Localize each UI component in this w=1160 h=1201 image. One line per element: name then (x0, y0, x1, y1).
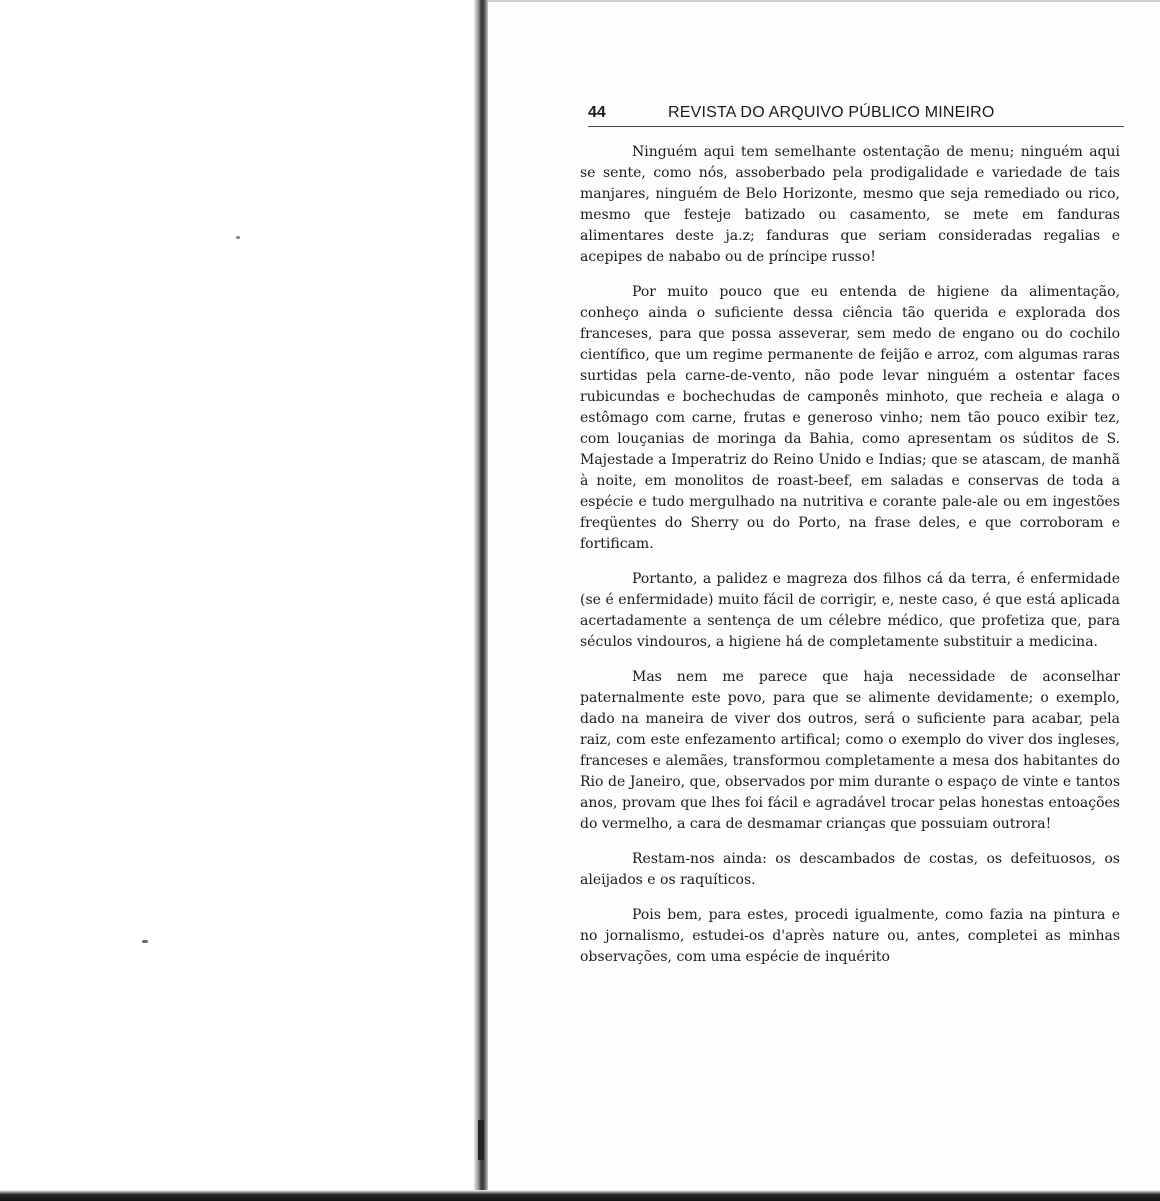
spine-shadow (478, 1120, 484, 1160)
page-top-edge (488, 0, 1160, 2)
page-number: 44 (588, 104, 606, 121)
left-page (0, 0, 474, 1201)
paragraph: Pois bem, para estes, procedi igualmente, como fazia na pintura e no jornalismo, estudei-os d'après nature ou, antes, completei as minhas observações, com uma espécie de inquérito (580, 907, 1120, 965)
running-title: REVISTA DO ARQUIVO PÚBLICO MINEIRO (668, 104, 995, 121)
scan-bottom-edge (0, 1190, 1160, 1201)
paragraph: Restam-nos ainda: os descambados de costas, os defeituosos, os aleijados e os raquíticos. (580, 851, 1120, 888)
scan-speck (142, 940, 148, 943)
body-text (580, 142, 1120, 968)
paragraph: Portanto, a palidez e magreza dos filhos cá da terra, é enfermidade (se é enfermidade) muito fácil de corrigir, e, neste caso, é que está aplicada acertadamente a sentença de um célebre médico, que profetiza que, para séculos vindouros, a higiene há de completamente substituir a medicina. (580, 571, 1120, 650)
paragraph: Por muito pouco que eu entenda de higiene da alimentação, conheço ainda o suficiente dessa ciência tão querida e explorada dos franceses, para que possa asseverar, sem medo de engano ou do cochilo científico, que um regime permanente de feijão e arroz, com algumas raras surtidas pela carne-de-vento, não pode levar ninguém a ostentar faces rubicundas e bochechudas de camponês minhoto, que recheia e alaga o estômago com carne, frutas e generoso vinho; nem tão pouco exibir tez, com louçanias de moringa da Bahia, como apresentam os súditos de S. Majestade a Imperatriz do Reino Unido e Indias; que se atascam, de manhã à noite, em monolitos de roast-beef, em saladas e conservas de toda a espécie e tudo mergulhado na nutritiva e corante pale-ale ou em ingestões freqüentes do Sherry ou do Porto, na frase deles, e que corroboram e fortificam. (580, 284, 1120, 552)
running-header (588, 100, 1124, 127)
paragraph: Mas nem me parece que haja necessidade de aconselhar paternalmente este povo, para que se alimente devidamente; o exemplo, dado na maneira de viver dos outros, será o suficiente para acabar, pela raiz, com este enfezamento artifical; como o exemplo do viver dos ingleses, franceses e alemães, transformou completamente a mesa dos habitantes do Rio de Janeiro, que, observados por mim durante o espaço de vinte e tantos anos, provam que lhes foi fácil e agradável trocar pelas honestas entoações do vermelho, a cara de desmamar crianças que possuiam outrora! (580, 669, 1120, 832)
paragraph: Ninguém aqui tem semelhante ostentação de menu; ninguém aqui se sente, como nós, assoberbado pela prodigalidade e variedade de tais manjares, ninguém de Belo Horizonte, mesmo que seja remediado ou rico, mesmo que festeje batizado ou casamento, se mete em fanduras alimentares deste ja.z; fanduras que seriam consideradas regalias e acepipes de nababo ou de príncipe russo! (580, 144, 1120, 265)
scan-speck (236, 236, 240, 239)
book-spine (474, 0, 488, 1201)
